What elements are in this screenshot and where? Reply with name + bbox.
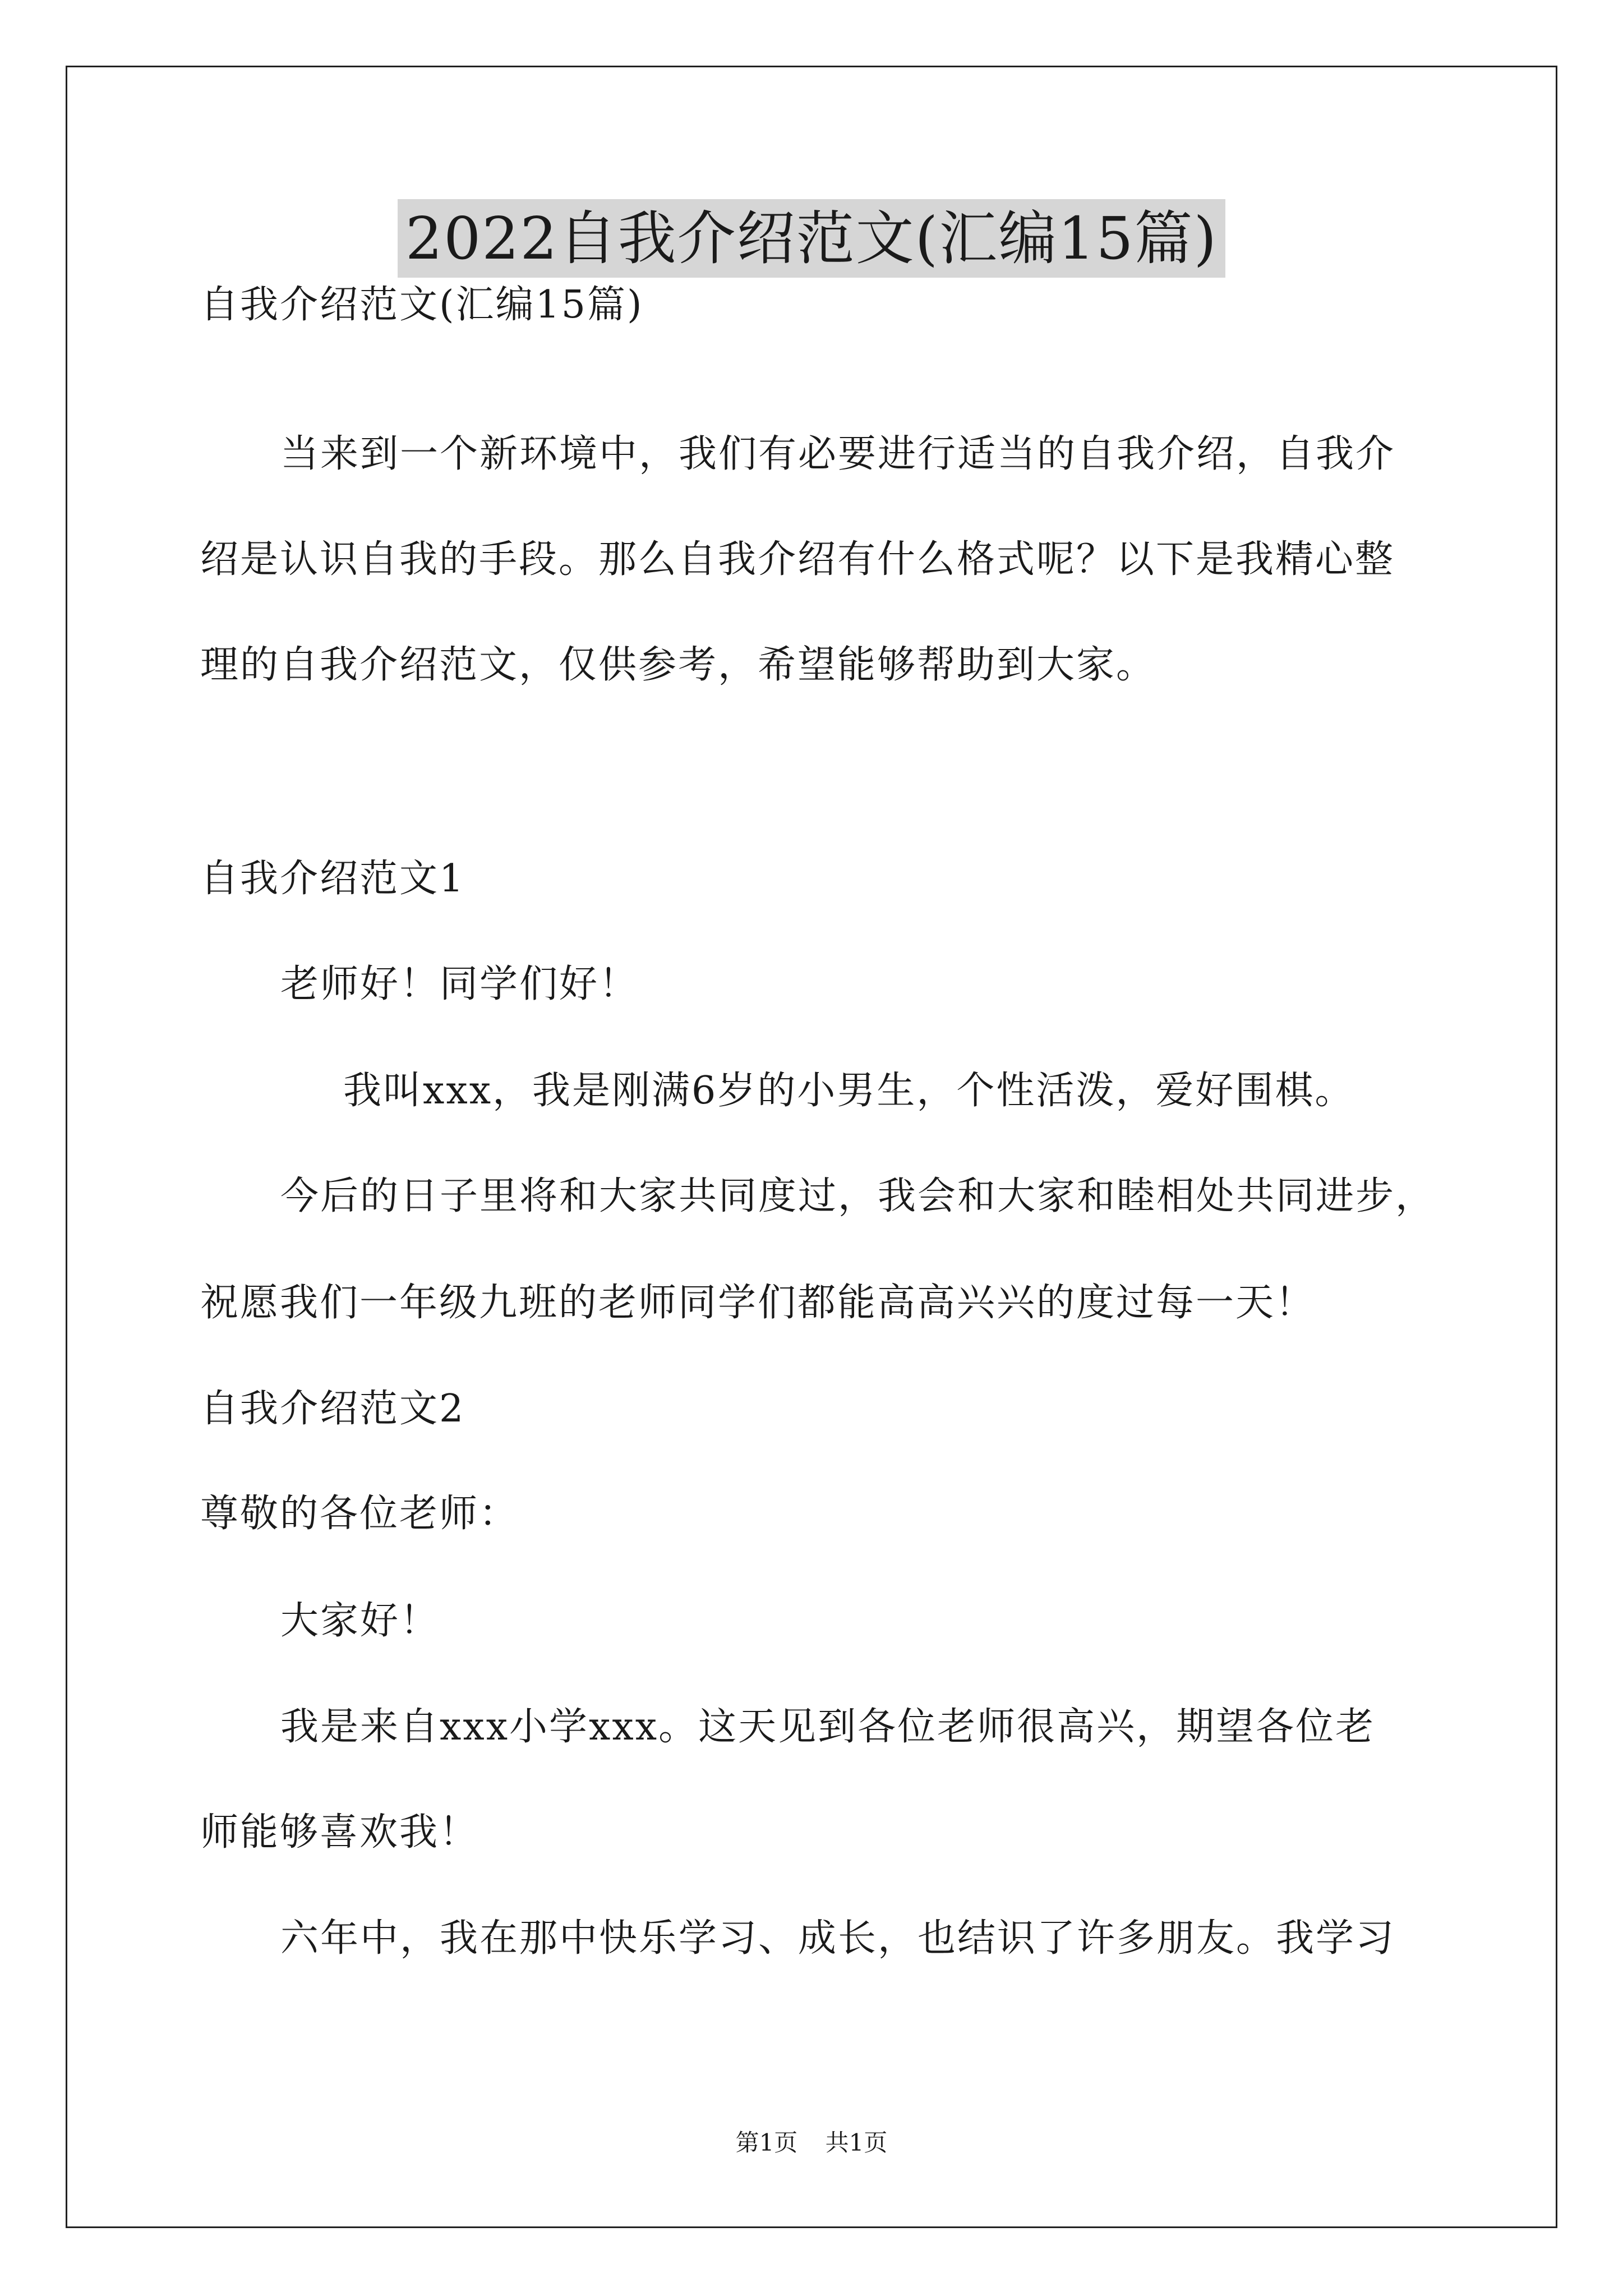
page-total: 共1页 xyxy=(825,2129,888,2156)
text-line: 尊敬的各位老师： xyxy=(200,1492,519,1536)
text-line: 今后的日子里将和大家共同度过，我会和大家和睦相处共同进步， xyxy=(280,1174,1436,1218)
title-container xyxy=(0,199,1623,278)
text-line: 自我介绍范文1 xyxy=(200,857,465,901)
text-line: 我叫xxx，我是刚满6岁的小男生，个性活泼，爱好围棋。 xyxy=(343,1069,1355,1113)
text-line: 绍是认识自我的手段。那么自我介绍有什么格式呢？以下是我精心整 xyxy=(200,537,1395,582)
text-line: 自我介绍范文2 xyxy=(200,1387,465,1431)
page-footer xyxy=(0,2126,1623,2160)
text-line: 师能够喜欢我！ xyxy=(200,1810,479,1855)
text-line: 我是来自xxx小学xxx。这天见到各位老师很高兴，期望各位老 xyxy=(280,1705,1376,1749)
text-line: 六年中，我在那中快乐学习、成长，也结识了许多朋友。我学习 xyxy=(280,1916,1396,1961)
text-line: 祝愿我们一年级九班的老师同学们都能高高兴兴的度过每一天！ xyxy=(200,1281,1316,1325)
text-line: 理的自我介绍范文，仅供参考，希望能够帮助到大家。 xyxy=(200,643,1156,687)
document-title: 2022自我介绍范文(汇编15篇) xyxy=(398,199,1225,278)
text-line: 大家好！ xyxy=(280,1599,440,1643)
text-line: 自我介绍范文(汇编15篇) xyxy=(200,283,644,327)
page-number: 第1页 xyxy=(735,2129,798,2156)
text-line: 老师好！同学们好！ xyxy=(280,962,639,1006)
page-frame xyxy=(66,66,1557,2228)
text-line: 当来到一个新环境中，我们有必要进行适当的自我介绍，自我介 xyxy=(280,432,1396,476)
